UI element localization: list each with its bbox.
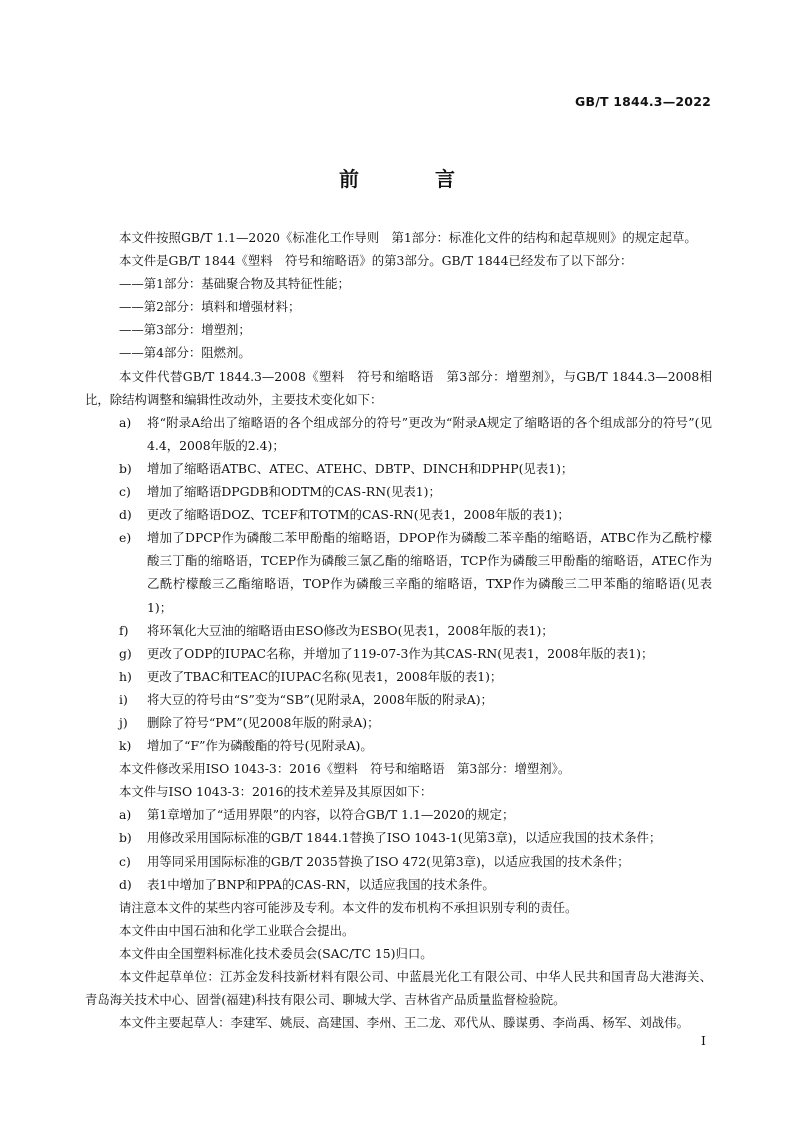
list-marker: c) — [119, 853, 131, 869]
list-marker: a) — [119, 414, 132, 430]
list-marker: d) — [119, 507, 132, 523]
adoption-paragraph: 本文件修改采用ISO 1043-3：2016《塑料 符号和缩略语 第3部分：增塑剂》。 — [119, 761, 571, 777]
list-marker: f) — [119, 622, 129, 638]
change-list-item — [85, 665, 712, 688]
technical-differences-intro: 本文件与ISO 1043-3：2016的技术差异及其原因如下： — [119, 784, 433, 800]
list-marker: h) — [119, 668, 132, 684]
list-text: 增加了“F”作为磷酸酯的符号(见附录A)。 — [147, 738, 373, 754]
list-marker: e) — [119, 530, 132, 546]
list-text: 更改了ODP的IUPAC名称，并增加了119-07-3作为其CAS-RN(见表1，2008年版的表1)； — [147, 645, 654, 661]
list-marker: b) — [119, 830, 132, 846]
list-text: 增加了DPCP作为磷酸二苯甲酚酯的缩略语，DPOP作为磷酸二苯辛酯的缩略语，ATBC作为乙酰柠檬酸三丁酯的缩略语，TCEP作为磷酸三氯乙酯的缩略语，TCP作为磷酸三甲酚酯的缩略语，ATEC作为乙酰柠檬酸三乙酯缩略语，TOP作为磷酸三辛酯的缩略语，TXP作为磷酸三二甲苯酯的缩略语(见表1)； — [147, 530, 712, 615]
series-parts-intro: 本文件是GB/T 1844《塑料 符号和缩略语》的第3部分。GB/T 1844已经发布了以下部分： — [119, 253, 633, 269]
committee-paragraph: 本文件由全国塑料标准化技术委员会(SAC/TC 15)归口。 — [119, 945, 433, 961]
list-text: 用修改采用国际标准的GB/T 1844.1替换了ISO 1043-1(见第3章)，以适应我国的技术条件； — [147, 830, 662, 846]
list-text: 将“附录A给出了缩略语的各个组成部分的符号”更改为“附录A规定了缩略语的各个组成部分的符号”(见4.4，2008年版的2.4)； — [147, 414, 712, 453]
patent-notice: 请注意本文件的某些内容可能涉及专利。本文件的发布机构不承担识别专利的责任。 — [119, 899, 578, 915]
replacement-paragraph: 本文件代替GB/T 1844.3—2008《塑料 符号和缩略语 第3部分：增塑剂》，与GB/T 1844.3—2008相比，除结构调整和编辑性改动外，主要技术变化如下： — [85, 368, 712, 407]
change-list-item — [85, 688, 712, 711]
part-list-item: ——第4部分：阻燃剂。 — [119, 345, 251, 361]
list-text: 用等同采用国际标准的GB/T 2035替换了ISO 472(见第3章)，以适应我国的技术条件； — [147, 853, 630, 869]
list-text: 表1中增加了BNP和PPA的CAS-RN，以适应我国的技术条件。 — [147, 876, 495, 892]
list-marker: a) — [119, 807, 132, 823]
list-marker: d) — [119, 876, 132, 892]
change-list-item — [85, 480, 712, 503]
proposer-paragraph: 本文件由中国石油和化学工业联合会提出。 — [119, 922, 355, 938]
change-list-item — [85, 711, 712, 734]
page-title: 前 言 — [339, 167, 483, 191]
change-list-item — [85, 642, 712, 665]
list-text: 更改了TBAC和TEAC的IUPAC名称(见表1，2008年版的表1)； — [147, 668, 503, 684]
list-marker: b) — [119, 460, 132, 476]
drafting-organizations: 本文件起草单位：江苏金发科技新材料有限公司、中蓝晨光化工有限公司、中华人民共和国青岛大港海关、青岛海关技术中心、固誉(福建)科技有限公司、聊城大学、吉林省产品质量监督检验院。 — [85, 969, 712, 1008]
document-body — [85, 226, 712, 1034]
difference-list-item — [85, 873, 712, 896]
list-marker: c) — [119, 484, 131, 500]
list-marker: i) — [119, 691, 128, 707]
page-number: I — [701, 1033, 706, 1048]
change-list-item — [85, 411, 712, 457]
drafters: 本文件主要起草人：李建军、姚辰、高建国、李州、王二龙、邓代从、滕谋勇、李尚禹、杨军、刘战伟。 — [119, 1015, 689, 1031]
list-marker: k) — [119, 738, 132, 754]
list-text: 删除了符号“PM”(见2008年版的附录A)； — [147, 714, 380, 730]
change-list-item — [85, 503, 712, 526]
part-list-item: ——第3部分：增塑剂； — [119, 322, 251, 338]
change-list-item — [85, 734, 712, 757]
list-text: 增加了缩略语DPGDB和ODTM的CAS-RN(见表1)； — [147, 484, 441, 500]
list-marker: j) — [119, 714, 128, 730]
change-list-item — [85, 619, 712, 642]
standard-code: GB/T 1844.3—2022 — [575, 94, 711, 109]
difference-list-item — [85, 826, 712, 849]
list-marker: g) — [119, 645, 132, 661]
change-list-item — [85, 526, 712, 618]
difference-list-item — [85, 803, 712, 826]
part-list-item: ——第2部分：填料和增强材料； — [119, 299, 301, 315]
difference-list-item — [85, 850, 712, 873]
list-text: 更改了缩略语DOZ、TCEF和TOTM的CAS-RN(见表1，2008年版的表1)； — [147, 507, 570, 523]
drafting-rules-paragraph: 本文件按照GB/T 1.1—2020《标准化工作导则 第1部分：标准化文件的结构和起草规则》的规定起草。 — [119, 230, 697, 245]
list-text: 增加了缩略语ATBC、ATEC、ATEHC、DBTP、DINCH和DPHP(见表1)； — [147, 460, 574, 476]
list-text: 将大豆的符号由“S”变为“SB”(见附录A，2008年版的附录A)； — [147, 691, 493, 707]
list-text: 将环氧化大豆油的缩略语由ESO修改为ESBO(见表1，2008年版的表1)； — [147, 622, 554, 638]
change-list-item — [85, 457, 712, 480]
part-list-item: ——第1部分：基础聚合物及其特征性能； — [119, 276, 350, 292]
list-text: 第1章增加了“适用界限”的内容，以符合GB/T 1.1—2020的规定； — [147, 807, 515, 823]
